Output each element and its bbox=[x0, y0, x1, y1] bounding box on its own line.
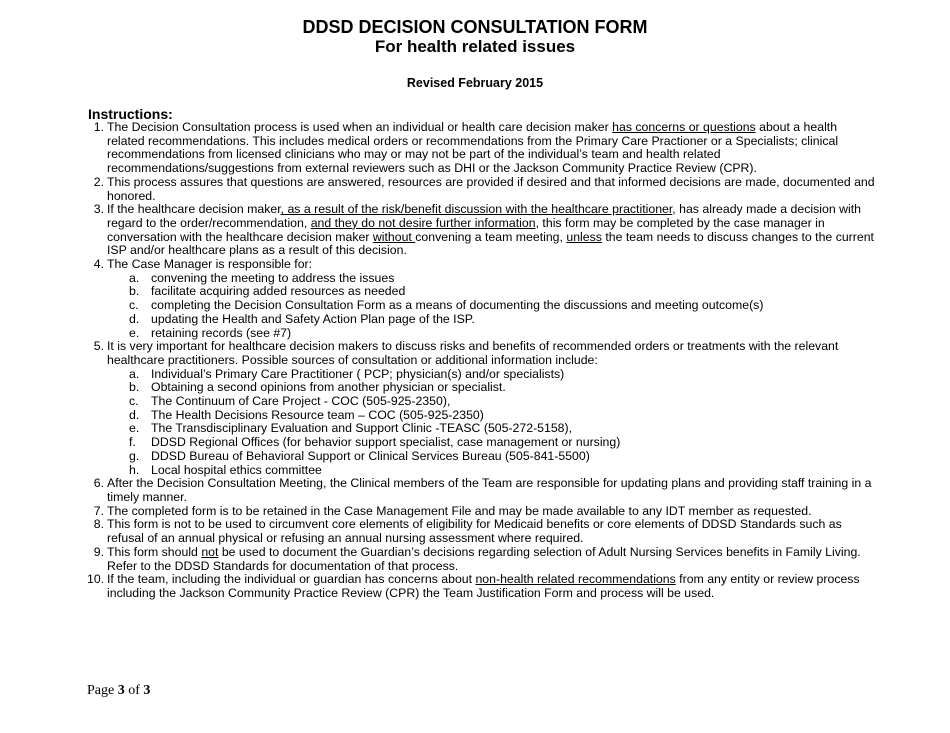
sub-item-label: c. bbox=[129, 394, 139, 409]
underlined-text: , as a result of the risk/benefit discussion with the healthcare practitioner bbox=[280, 202, 673, 217]
sub-item bbox=[87, 450, 877, 464]
sub-item-label: b. bbox=[129, 380, 140, 395]
sub-item bbox=[87, 381, 877, 395]
underlined-text: and they do not desire further information, bbox=[310, 215, 540, 230]
sub-item-label: h. bbox=[129, 462, 140, 477]
revision-date: Revised February 2015 bbox=[406, 76, 544, 90]
sub-item-label: a. bbox=[129, 366, 140, 381]
instructions-list bbox=[87, 121, 877, 601]
sub-item bbox=[87, 368, 877, 382]
item-text: If the healthcare decision maker bbox=[107, 202, 281, 217]
instruction-item-6 bbox=[87, 477, 877, 504]
instruction-item-2 bbox=[87, 176, 877, 203]
sub-item-text: retaining records (see #7) bbox=[151, 325, 292, 340]
instruction-item-5 bbox=[87, 340, 877, 367]
sub-item-text: convening the meeting to address the issues bbox=[151, 270, 395, 285]
sub-item-text: Local hospital ethics committee bbox=[151, 462, 322, 477]
sub-item bbox=[87, 272, 877, 286]
item-number: 2. bbox=[93, 174, 104, 189]
underlined-text: non-health related recommendations bbox=[475, 572, 676, 587]
item-text: After the Decision Consultation Meeting, the Clinical members of the Team are responsible for updating plans and providing staff training in a timely manner. bbox=[107, 476, 872, 504]
underlined-text: not bbox=[201, 544, 219, 559]
sub-item-text: Individual’s Primary Care Practitioner ( PCP; physician(s) and/or specialists) bbox=[151, 366, 565, 381]
item-text: convening a team meeting, bbox=[415, 229, 567, 244]
sub-item bbox=[87, 313, 877, 327]
instruction-item-9 bbox=[87, 546, 877, 573]
item-text: This process assures that questions are answered, resources are provided if desired and that informed decisions are made, documented and honored. bbox=[107, 174, 875, 203]
current-page: 3 bbox=[117, 683, 125, 698]
sub-item-text: DDSD Bureau of Behavioral Support or Clinical Services Bureau (505-841-5500) bbox=[151, 448, 590, 463]
instruction-item-4 bbox=[87, 258, 877, 272]
total-pages: 3 bbox=[143, 683, 151, 698]
instruction-item-3 bbox=[87, 203, 877, 258]
underlined-text: without bbox=[372, 229, 416, 244]
item-text: this form may be completed by the case manager in conversation with the healthcare decision maker bbox=[107, 215, 825, 244]
sub-item-label: g. bbox=[129, 448, 140, 463]
item-number: 3. bbox=[93, 202, 104, 217]
instruction-item-7 bbox=[87, 505, 877, 519]
item-number: 10. bbox=[87, 572, 105, 587]
sub-item-text: The Continuum of Care Project - COC (505-925-2350), bbox=[151, 394, 451, 409]
page-number-footer bbox=[87, 683, 150, 699]
sub-item bbox=[87, 436, 877, 450]
sub-item-text: The Health Decisions Resource team – COC (505-925-2350) bbox=[151, 407, 484, 422]
item-number: 6. bbox=[93, 476, 104, 491]
sub-item-label: c. bbox=[129, 298, 139, 313]
page-word: Page bbox=[87, 683, 115, 698]
item-text: The Decision Consultation process is used when an individual or health care decision maker bbox=[107, 120, 613, 134]
sub-item-label: b. bbox=[129, 284, 140, 299]
instruction-item-10 bbox=[87, 573, 877, 600]
sub-item-text: completing the Decision Consultation Form as a means of documenting the discussions and meeting outcome(s) bbox=[151, 298, 764, 313]
item-text: , has already made a decision with regard to the order/recommendation, bbox=[107, 202, 861, 230]
item-number: 1. bbox=[93, 120, 104, 134]
sub-item-label: e. bbox=[129, 421, 140, 436]
item-text: It is very important for healthcare decision makers to discuss risks and benefits of recommended orders or treatments with the relevant healthcare practitioners. Possible sources of consultation or additional information include: bbox=[107, 339, 839, 367]
sub-item bbox=[87, 464, 877, 478]
sub-item-text: Obtaining a second opinions from another physician or specialist. bbox=[151, 380, 506, 395]
sub-item bbox=[87, 395, 877, 409]
item-number: 9. bbox=[93, 544, 104, 559]
sub-item-label: e. bbox=[129, 325, 140, 340]
item-text: This form should bbox=[107, 544, 202, 559]
underlined-text: unless bbox=[566, 229, 602, 244]
instruction-item-1 bbox=[87, 121, 877, 176]
instruction-item-8 bbox=[87, 518, 877, 545]
sub-item-label: d. bbox=[129, 407, 140, 422]
sub-item bbox=[87, 285, 877, 299]
underlined-text: has concerns or questions bbox=[612, 120, 756, 134]
item-text: be used to document the Guardian’s decisions regarding selection of Adult Nursing Services benefits in Family Living. Refer to the DDSD Standards for documentation of that process. bbox=[107, 544, 861, 573]
sub-item bbox=[87, 299, 877, 313]
sub-item bbox=[87, 327, 877, 341]
item-text: the team needs to discuss changes to the current ISP and/or healthcare plans as a result of this decision. bbox=[107, 229, 874, 258]
sub-item-label: d. bbox=[129, 311, 140, 326]
sub-item-text: DDSD Regional Offices (for behavior support specialist, case management or nursing) bbox=[151, 435, 621, 450]
item-text: If the team, including the individual or guardian has concerns about bbox=[107, 572, 476, 587]
sub-item-text: The Transdisciplinary Evaluation and Support Clinic -TEASC (505-272-5158), bbox=[151, 421, 573, 436]
of-word: of bbox=[128, 683, 140, 698]
item-number: 5. bbox=[93, 339, 104, 354]
sub-item-label: f. bbox=[129, 435, 136, 450]
item-text: This form is not to be used to circumvent core elements of eligibility for Medicaid benefits or core elements of DDSD Standards such as refusal of an annual physical or refusing an annual nursing assessment where required. bbox=[107, 517, 842, 546]
sub-item-text: updating the Health and Safety Action Plan page of the ISP. bbox=[151, 311, 475, 326]
sub-item bbox=[87, 409, 877, 423]
form-subtitle: For health related issues bbox=[374, 37, 576, 56]
form-title: DDSD DECISION CONSULTATION FORM bbox=[302, 17, 648, 37]
item-number: 8. bbox=[93, 517, 104, 532]
instructions-heading: Instructions: bbox=[88, 106, 173, 122]
sub-item-label: a. bbox=[129, 270, 140, 285]
item-number: 7. bbox=[93, 503, 104, 518]
item-text: The Case Manager is responsible for: bbox=[107, 257, 313, 272]
sub-item bbox=[87, 422, 877, 436]
item-number: 4. bbox=[93, 257, 104, 272]
item-text: from any entity or review process including the Jackson Community Practice Review (CPR) the Team Justification Form and process will be used. bbox=[107, 572, 860, 600]
sub-item-text: facilitate acquiring added resources as needed bbox=[151, 284, 406, 299]
item-text: The completed form is to be retained in the Case Management File and may be made available to any IDT member as requested. bbox=[107, 503, 812, 518]
item-text: about a health related recommendations. This includes medical orders or recommendations from the Primary Care Practioner or a Specialists; clinical recommendations from licensed clinicians who may or may not be part of the individual’s team and health related recommendations/suggestions from external reviewers such as DHI or the Jackson Community Practice Review (CPR). bbox=[107, 120, 839, 176]
